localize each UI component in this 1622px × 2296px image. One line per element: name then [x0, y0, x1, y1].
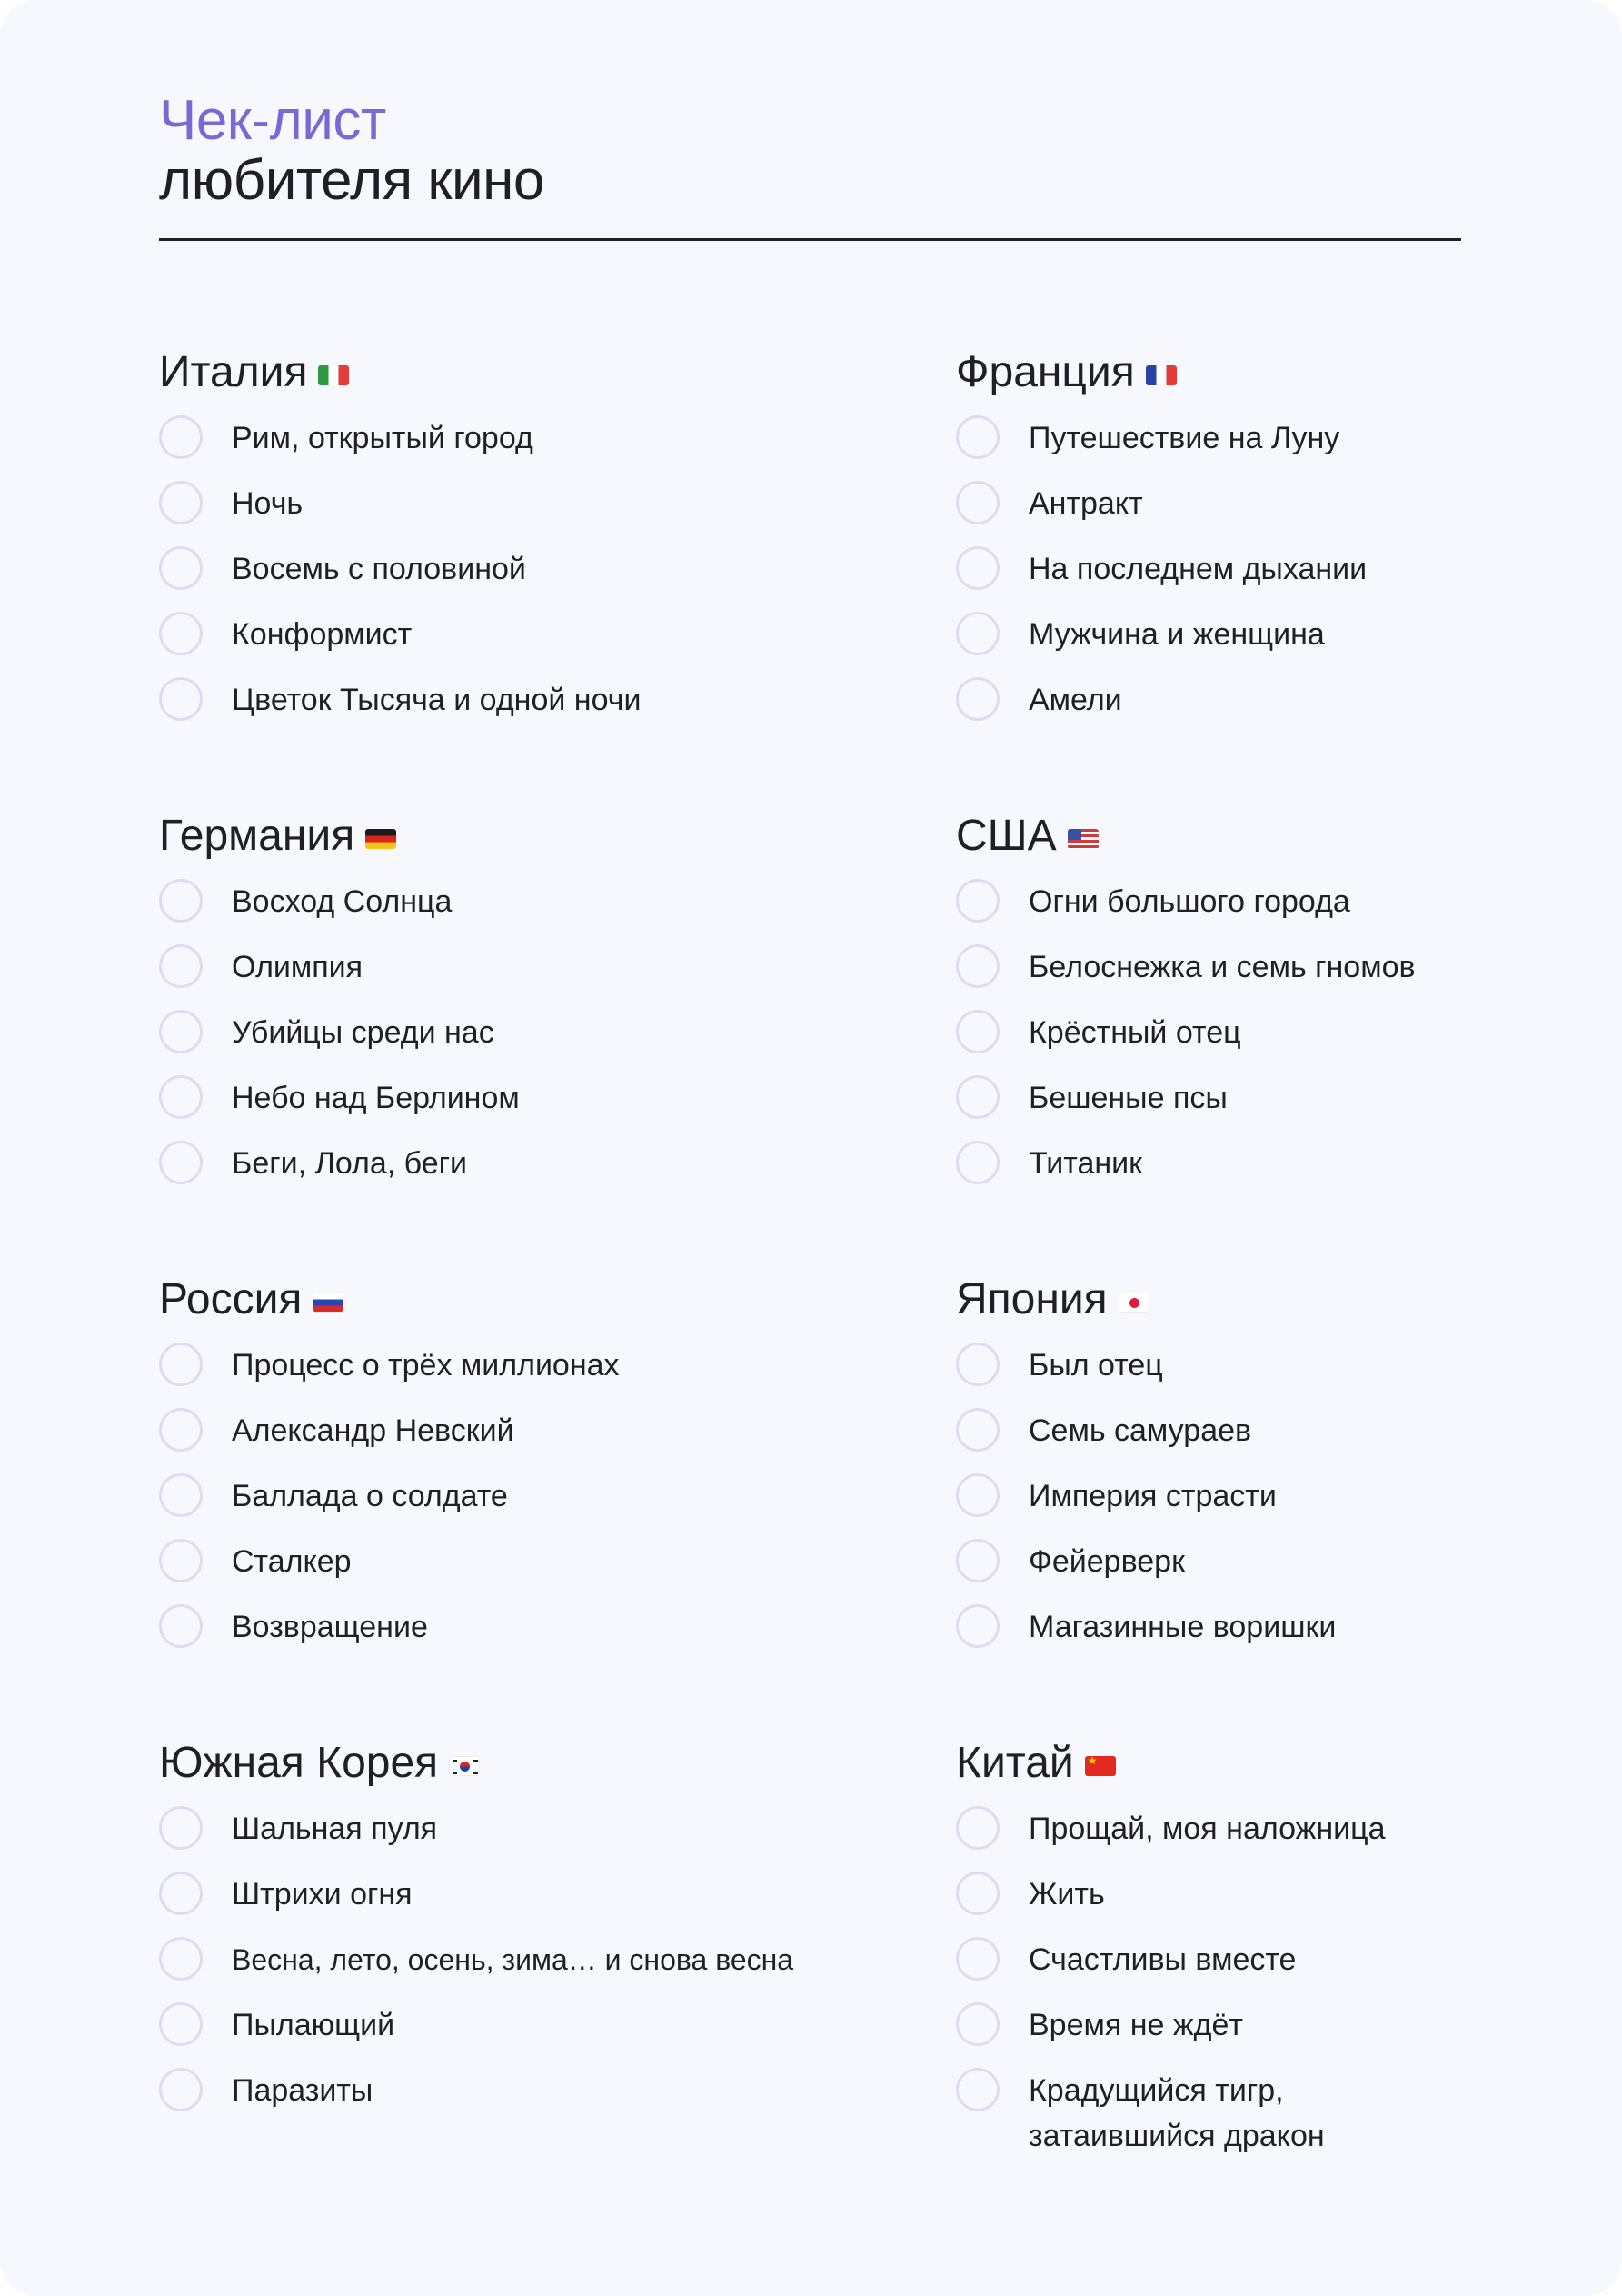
checkbox[interactable]: [159, 2068, 203, 2111]
list-item: [956, 1408, 1622, 1473]
list-item: [159, 1141, 850, 1206]
film-list: [956, 879, 1622, 1206]
checkbox[interactable]: [956, 1937, 1000, 1981]
list-item: [159, 2002, 850, 2068]
film-title: Конформист: [232, 617, 413, 652]
film-title: Был отец: [1029, 1348, 1163, 1383]
list-item: [956, 546, 1622, 612]
film-title: Огни большого города: [1029, 884, 1350, 919]
country-title: Япония: [956, 1275, 1108, 1323]
film-title: Бешеные псы: [1029, 1081, 1228, 1115]
checkbox[interactable]: [956, 677, 1000, 721]
france-flag-icon: [1146, 365, 1177, 385]
film-title: На последнем дыхании: [1029, 552, 1368, 586]
list-item: [956, 1806, 1622, 1872]
film-title: Восемь с половиной: [232, 552, 526, 586]
section-japan: [956, 1268, 1622, 1670]
list-item: [956, 415, 1622, 481]
list-item: [956, 1343, 1622, 1408]
list-item: [159, 1473, 850, 1539]
film-title: Антракт: [1029, 486, 1143, 521]
section-heading: [956, 804, 1622, 868]
list-item: [956, 612, 1622, 677]
checkbox[interactable]: [159, 1141, 203, 1184]
film-title: Убийцы среди нас: [232, 1015, 494, 1050]
list-item: [159, 1806, 850, 1872]
film-title: Империя страсти: [1029, 1479, 1277, 1513]
list-item: [159, 546, 850, 612]
film-list: [956, 415, 1622, 743]
checkbox[interactable]: [956, 1075, 1000, 1119]
film-title: Весна, лето, осень, зима… и снова весна: [232, 1943, 794, 1976]
checkbox[interactable]: [159, 1408, 203, 1452]
list-item: [956, 1473, 1622, 1539]
country-title: Италия: [159, 348, 308, 396]
checkbox[interactable]: [159, 1010, 203, 1053]
list-item: [159, 2068, 850, 2133]
section-heading: [159, 1732, 850, 1795]
south-korea-flag-icon: [449, 1756, 480, 1776]
country-title: Франция: [956, 348, 1135, 396]
list-item: [956, 1604, 1622, 1670]
film-title: Прощай, моя наложница: [1029, 1812, 1386, 1846]
film-list: [159, 1806, 850, 2133]
film-list: [159, 1343, 850, 1670]
checkbox[interactable]: [956, 2068, 1000, 2111]
film-list: [956, 1343, 1622, 1670]
list-item: [956, 677, 1622, 743]
list-item: [159, 1872, 850, 1937]
list-item: [159, 1539, 850, 1604]
list-item: [159, 1075, 850, 1141]
film-title: Ночь: [232, 486, 304, 521]
list-item: [159, 1408, 850, 1473]
title-line-2: любителя кино: [159, 149, 544, 212]
checkbox[interactable]: [159, 879, 203, 923]
checkbox[interactable]: [956, 546, 1000, 590]
film-title: Амели: [1029, 683, 1122, 717]
germany-flag-icon: [365, 829, 396, 849]
list-item: [159, 1937, 850, 2002]
country-title: Россия: [159, 1275, 303, 1323]
checkbox[interactable]: [956, 879, 1000, 923]
film-title: Семь самураев: [1029, 1413, 1252, 1448]
checkbox[interactable]: [159, 1343, 203, 1386]
film-list: [956, 1806, 1622, 2159]
list-item: [956, 1010, 1622, 1075]
section-china: [956, 1732, 1622, 2159]
film-title: Возвращение: [232, 1610, 428, 1644]
section-france: [956, 341, 1622, 743]
film-title: Александр Невский: [232, 1413, 514, 1448]
checkbox[interactable]: [956, 481, 1000, 524]
checkbox[interactable]: [159, 415, 203, 459]
checkbox[interactable]: [159, 481, 203, 524]
list-item: [956, 1141, 1622, 1206]
section-heading: [956, 341, 1622, 404]
film-list: [159, 415, 850, 743]
list-item: [956, 1872, 1622, 1937]
film-title: Крадущийся тигр, затаившийся дракон: [1029, 2073, 1325, 2153]
film-title: Жить: [1029, 1877, 1105, 1912]
film-title: Фейерверк: [1029, 1544, 1185, 1579]
section-germany: [159, 804, 850, 1206]
section-usa: [956, 804, 1622, 1206]
checkbox[interactable]: [159, 1937, 203, 1981]
film-title: Мужчина и женщина: [1029, 617, 1325, 652]
film-title: Белоснежка и семь гномов: [1029, 950, 1416, 984]
film-title: Титаник: [1029, 1146, 1143, 1181]
list-item: [159, 879, 850, 944]
checkbox[interactable]: [956, 1872, 1000, 1915]
section-heading: [956, 1268, 1622, 1332]
checkbox[interactable]: [956, 1010, 1000, 1053]
list-item: [159, 1343, 850, 1408]
film-title: Путешествие на Луну: [1029, 421, 1340, 455]
list-item: [159, 677, 850, 743]
film-title: Восход Солнца: [232, 884, 453, 919]
film-title: Паразиты: [232, 2073, 373, 2108]
checkbox[interactable]: [159, 944, 203, 988]
country-title: Германия: [159, 812, 355, 860]
title-line-1: Чек-лист: [159, 89, 386, 152]
film-title: Цветок Тысяча и одной ночи: [232, 683, 642, 717]
list-item: [956, 944, 1622, 1010]
film-title: Магазинные воришки: [1029, 1610, 1337, 1644]
checkbox[interactable]: [159, 1473, 203, 1517]
film-title: Баллада о солдате: [232, 1479, 508, 1513]
film-list: [159, 879, 850, 1206]
checkbox[interactable]: [956, 612, 1000, 655]
film-title: Пылающий: [232, 2008, 395, 2042]
checkbox[interactable]: [159, 1604, 203, 1648]
checkbox[interactable]: [159, 1075, 203, 1119]
list-item: [956, 1937, 1622, 2002]
checkbox[interactable]: [956, 1806, 1000, 1850]
list-item: [956, 879, 1622, 944]
checkbox[interactable]: [159, 612, 203, 655]
checkbox[interactable]: [956, 1473, 1000, 1517]
checkbox[interactable]: [159, 1539, 203, 1582]
usa-flag-icon: [1068, 829, 1099, 849]
list-item: [956, 2068, 1622, 2159]
checkbox[interactable]: [956, 1343, 1000, 1386]
checkbox[interactable]: [159, 1872, 203, 1915]
checkbox[interactable]: [956, 1604, 1000, 1648]
checkbox[interactable]: [159, 2002, 203, 2046]
list-item: [159, 944, 850, 1010]
checkbox[interactable]: [956, 2002, 1000, 2046]
checkbox[interactable]: [956, 1539, 1000, 1582]
film-title: Рим, открытый город: [232, 421, 533, 455]
checkbox[interactable]: [956, 944, 1000, 988]
section-heading: [159, 804, 850, 868]
film-title: Крёстный отец: [1029, 1015, 1241, 1050]
title-divider: [159, 238, 1461, 241]
checkbox[interactable]: [956, 1408, 1000, 1452]
country-title: Китай: [956, 1739, 1074, 1787]
list-item: [956, 1075, 1622, 1141]
list-item: [956, 1539, 1622, 1604]
japan-flag-icon: [1119, 1293, 1149, 1313]
film-title: Небо над Берлином: [232, 1081, 520, 1115]
section-heading: [159, 1268, 850, 1332]
checkbox[interactable]: [159, 677, 203, 721]
checkbox[interactable]: [159, 546, 203, 590]
list-item: [956, 2002, 1622, 2068]
section-italy: [159, 341, 850, 743]
checkbox[interactable]: [956, 415, 1000, 459]
list-item: [159, 612, 850, 677]
country-title: США: [956, 812, 1057, 860]
film-title: Беги, Лола, беги: [232, 1146, 468, 1181]
section-heading: [159, 341, 850, 404]
country-title: Южная Корея: [159, 1739, 439, 1787]
film-title: Олимпия: [232, 950, 363, 984]
list-item: [956, 481, 1622, 546]
list-item: [159, 1010, 850, 1075]
film-title: Счастливы вместе: [1029, 1942, 1297, 1977]
film-title: Время не ждёт: [1029, 2008, 1243, 2042]
film-title: Штрихи огня: [232, 1877, 413, 1912]
section-heading: [956, 1732, 1622, 1795]
page-title: [159, 91, 544, 211]
russia-flag-icon: [313, 1293, 343, 1313]
film-title: Шальная пуля: [232, 1812, 438, 1846]
china-flag-icon: [1085, 1756, 1116, 1776]
section-russia: [159, 1268, 850, 1670]
list-item: [159, 415, 850, 481]
checkbox[interactable]: [159, 1806, 203, 1850]
checkbox[interactable]: [956, 1141, 1000, 1184]
list-item: [159, 481, 850, 546]
italy-flag-icon: [318, 365, 349, 385]
section-south-korea: [159, 1732, 850, 2133]
film-title: Процесс о трёх миллионах: [232, 1348, 620, 1383]
film-title: Сталкер: [232, 1544, 352, 1579]
list-item: [159, 1604, 850, 1670]
